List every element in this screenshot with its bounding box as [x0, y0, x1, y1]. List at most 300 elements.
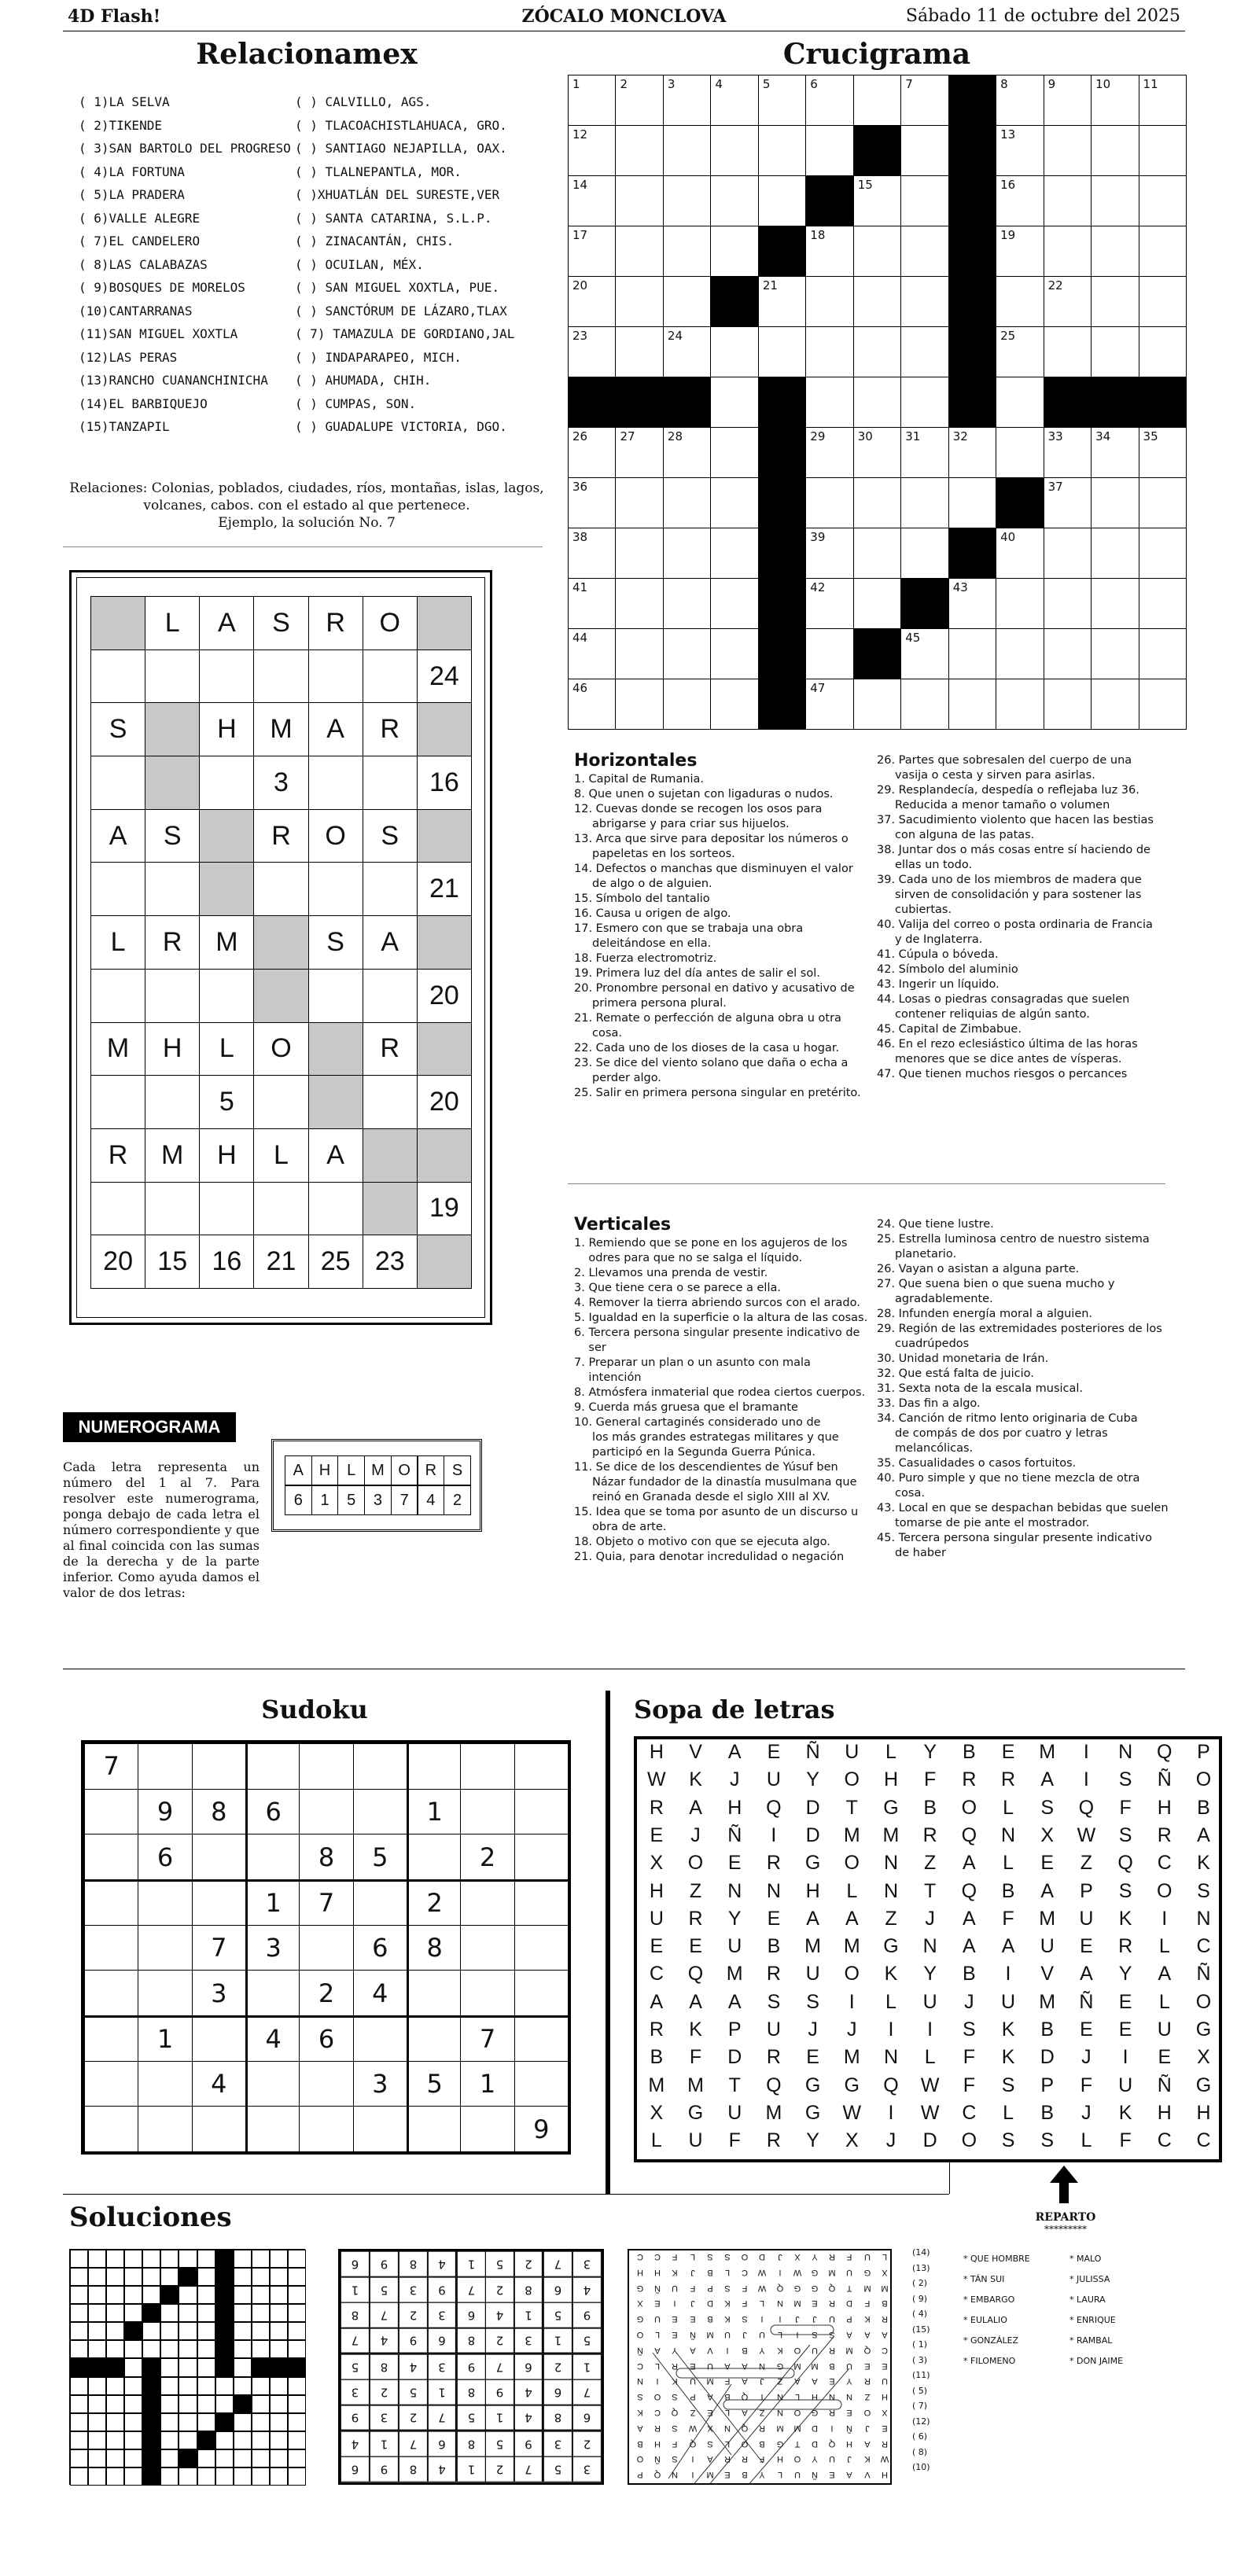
crossword-cell[interactable] — [853, 427, 901, 478]
crossword-cell[interactable] — [805, 528, 853, 579]
crossword-cell[interactable] — [710, 175, 758, 226]
sudoku-cell[interactable]: 7 — [460, 2015, 514, 2062]
crossword-cell[interactable] — [805, 628, 853, 679]
crossword-cell[interactable] — [615, 276, 663, 327]
numerograma-cell[interactable]: M — [199, 915, 254, 970]
sudoku-cell[interactable] — [514, 1925, 569, 1971]
sudoku-cell[interactable] — [299, 2106, 353, 2152]
numerograma-cell[interactable] — [90, 1182, 145, 1236]
numerograma-cell[interactable] — [145, 650, 200, 704]
numerograma-cell[interactable]: 25 — [308, 1235, 363, 1289]
numerograma-cell[interactable]: 19 — [417, 1182, 472, 1236]
crossword-cell[interactable] — [615, 125, 663, 176]
crossword-cell[interactable] — [615, 578, 663, 629]
numerograma-cell[interactable] — [90, 969, 145, 1023]
sudoku-cell[interactable]: 1 — [407, 1789, 461, 1835]
sudoku-cell[interactable]: 3 — [245, 1925, 300, 1971]
crossword-cell[interactable] — [1139, 628, 1187, 679]
crossword-cell[interactable] — [948, 578, 996, 629]
sudoku-cell[interactable]: 3 — [192, 1970, 246, 2016]
numerograma-cell[interactable] — [363, 969, 418, 1023]
crossword-cell[interactable] — [568, 477, 616, 528]
crossword-cell[interactable] — [615, 628, 663, 679]
crossword-cell[interactable] — [663, 75, 711, 126]
crossword-cell[interactable] — [568, 427, 616, 478]
crossword-cell[interactable] — [1091, 75, 1139, 126]
sudoku-cell[interactable] — [245, 1970, 300, 2016]
sudoku-cell[interactable] — [460, 1970, 514, 2016]
crossword-cell[interactable] — [1139, 75, 1187, 126]
numerograma-cell[interactable]: R — [90, 1128, 145, 1183]
sudoku-cell[interactable]: 6 — [299, 2015, 353, 2062]
numerograma-cell[interactable] — [253, 1182, 308, 1236]
crossword-cell[interactable] — [805, 125, 853, 176]
crossword-cell[interactable] — [1044, 578, 1092, 629]
sudoku-cell[interactable]: 8 — [192, 1789, 246, 1835]
sudoku-cell[interactable] — [138, 1879, 192, 1926]
crossword-cell[interactable] — [663, 477, 711, 528]
numerograma-cell[interactable] — [253, 650, 308, 704]
sudoku-cell[interactable] — [514, 1834, 569, 1880]
crossword-cell[interactable] — [853, 326, 901, 377]
numerograma-cell[interactable]: 24 — [417, 650, 472, 704]
crossword-cell[interactable] — [900, 427, 948, 478]
crossword-cell[interactable] — [758, 125, 806, 176]
numerograma-cell[interactable]: 23 — [363, 1235, 418, 1289]
numerograma-cell[interactable]: O — [308, 809, 363, 863]
crossword-cell[interactable] — [996, 326, 1044, 377]
sudoku-cell[interactable]: 4 — [192, 2061, 246, 2107]
crossword-cell[interactable] — [663, 125, 711, 176]
sudoku-cell[interactable] — [138, 2061, 192, 2107]
crossword-cell[interactable] — [805, 477, 853, 528]
crossword-cell[interactable] — [1139, 226, 1187, 277]
sudoku-cell[interactable] — [514, 1789, 569, 1835]
sudoku-cell[interactable]: 3 — [353, 2061, 407, 2107]
numerograma-cell[interactable]: 5 — [199, 1075, 254, 1129]
numerograma-cell[interactable]: A — [199, 596, 254, 650]
crossword-cell[interactable] — [710, 628, 758, 679]
crossword-cell[interactable] — [996, 75, 1044, 126]
numerograma-cell[interactable] — [363, 756, 418, 810]
sudoku-cell[interactable]: 2 — [299, 1970, 353, 2016]
crossword-cell[interactable] — [568, 326, 616, 377]
crossword-cell[interactable] — [853, 75, 901, 126]
word-search-letter: O — [961, 1796, 977, 1819]
crossword-cell[interactable] — [805, 276, 853, 327]
crossword-cell[interactable] — [900, 75, 948, 126]
crossword-cell[interactable] — [996, 125, 1044, 176]
crossword-cell[interactable] — [996, 679, 1044, 730]
crossword-cell[interactable] — [1091, 528, 1139, 579]
crossword-cell[interactable] — [710, 226, 758, 277]
numerograma-cell[interactable] — [90, 1075, 145, 1129]
sudoku-cell[interactable]: 6 — [138, 1834, 192, 1880]
numerograma-cell[interactable]: L — [199, 1022, 254, 1076]
crossword-cell[interactable] — [710, 427, 758, 478]
sudoku-cell[interactable] — [84, 1970, 138, 2016]
crossword-cell[interactable] — [568, 679, 616, 730]
sudoku-cell[interactable] — [353, 1789, 407, 1835]
crossword-cell[interactable] — [996, 276, 1044, 327]
crossword-cell[interactable] — [805, 679, 853, 730]
numerograma-cell[interactable]: R — [253, 809, 308, 863]
numerograma-cell[interactable] — [253, 1075, 308, 1129]
crossword-cell[interactable] — [1044, 679, 1092, 730]
solution-cell — [88, 2304, 106, 2322]
numerograma-cell[interactable] — [90, 862, 145, 916]
crossword-cell[interactable] — [1091, 427, 1139, 478]
crossword-cell[interactable] — [1139, 326, 1187, 377]
crossword-cell[interactable] — [948, 427, 996, 478]
sudoku-cell[interactable] — [299, 2061, 353, 2107]
crossword-cell[interactable] — [710, 125, 758, 176]
crossword-cell[interactable] — [1091, 578, 1139, 629]
sudoku-cell[interactable]: 6 — [245, 1789, 300, 1835]
crossword-cell[interactable] — [710, 477, 758, 528]
crossword-cell[interactable] — [948, 679, 996, 730]
crossword-cell[interactable] — [853, 175, 901, 226]
crossword-cell[interactable] — [615, 175, 663, 226]
crossword-cell[interactable] — [1044, 528, 1092, 579]
numerograma-cell[interactable]: R — [308, 596, 363, 650]
sudoku-cell[interactable] — [407, 2015, 461, 2062]
crossword-cell[interactable] — [1139, 477, 1187, 528]
crossword-cell[interactable] — [568, 226, 616, 277]
numerograma-cell[interactable]: H — [199, 702, 254, 756]
crossword-cell[interactable] — [1044, 175, 1092, 226]
sudoku-cell[interactable] — [460, 1925, 514, 1971]
crossword-cell[interactable] — [1091, 477, 1139, 528]
sudoku-cell[interactable]: 8 — [407, 1925, 461, 1971]
numerograma-cell[interactable]: M — [90, 1022, 145, 1076]
crossword-cell[interactable] — [900, 477, 948, 528]
sudoku-cell[interactable] — [407, 1834, 461, 1880]
sudoku-cell[interactable] — [460, 1743, 514, 1790]
numerograma-cell[interactable] — [199, 1182, 254, 1236]
crossword-cell[interactable] — [568, 628, 616, 679]
crossword-cell[interactable] — [568, 125, 616, 176]
crossword-cell[interactable] — [1044, 427, 1092, 478]
crossword-cell[interactable] — [900, 528, 948, 579]
sudoku-cell[interactable] — [84, 1834, 138, 1880]
numerograma-cell[interactable]: O — [363, 596, 418, 650]
crossword-cell[interactable] — [1044, 628, 1092, 679]
sudoku-cell[interactable] — [84, 2061, 138, 2107]
crossword-cell[interactable] — [853, 578, 901, 629]
numerograma-cell[interactable] — [363, 862, 418, 916]
numerograma-cell — [363, 1128, 418, 1183]
numerograma-cell[interactable] — [308, 650, 363, 704]
crossword-cell[interactable] — [710, 377, 758, 428]
sudoku-cell[interactable] — [299, 1743, 353, 1790]
numerograma-cell[interactable] — [145, 1075, 200, 1129]
numerograma-cell[interactable]: 16 — [199, 1235, 254, 1289]
crossword-cell[interactable] — [1091, 679, 1139, 730]
numerograma-cell[interactable]: R — [145, 915, 200, 970]
sudoku-cell[interactable]: 2 — [460, 1834, 514, 1880]
sudoku-cell[interactable] — [353, 1743, 407, 1790]
crossword-cell[interactable] — [996, 377, 1044, 428]
sudoku-cell[interactable] — [192, 1834, 246, 1880]
sudoku-cell[interactable]: 7 — [299, 1879, 353, 1926]
numerograma-cell[interactable]: O — [253, 1022, 308, 1076]
crossword-cell[interactable] — [1091, 276, 1139, 327]
crossword-cell[interactable] — [758, 276, 806, 327]
sudoku-cell[interactable] — [514, 1970, 569, 2016]
crossword-cell[interactable] — [615, 326, 663, 377]
sudoku-cell[interactable]: 1 — [460, 2061, 514, 2107]
numerograma-cell[interactable]: S — [253, 596, 308, 650]
crossword-cell[interactable] — [900, 175, 948, 226]
sudoku-cell[interactable] — [407, 2106, 461, 2152]
sudoku-cell[interactable] — [245, 1834, 300, 1880]
crossword-cell[interactable] — [900, 628, 948, 679]
crossword-cell[interactable] — [1044, 75, 1092, 126]
crossword-cell[interactable] — [710, 578, 758, 629]
numerograma-cell[interactable]: 20 — [417, 1075, 472, 1129]
numerograma-cell[interactable] — [199, 650, 254, 704]
crossword-cell[interactable] — [1091, 125, 1139, 176]
crossword-cell[interactable] — [615, 75, 663, 126]
sudoku-cell[interactable] — [299, 1789, 353, 1835]
numerograma-cell[interactable] — [308, 969, 363, 1023]
crossword-cell[interactable] — [1139, 125, 1187, 176]
numerograma-cell[interactable] — [363, 1075, 418, 1129]
numerograma-cell[interactable]: H — [199, 1128, 254, 1183]
sudoku-cell[interactable] — [407, 1743, 461, 1790]
sudoku-cell[interactable] — [138, 2106, 192, 2152]
sudoku-cell[interactable] — [245, 1743, 300, 1790]
numerograma-cell[interactable]: M — [253, 702, 308, 756]
numerograma-cell[interactable]: L — [145, 596, 200, 650]
numerograma-cell[interactable]: R — [363, 1022, 418, 1076]
sudoku-cell[interactable] — [192, 2015, 246, 2062]
sudoku-cell[interactable]: 8 — [299, 1834, 353, 1880]
sudoku-cell[interactable] — [514, 2061, 569, 2107]
numerograma-cell[interactable]: A — [363, 915, 418, 970]
crossword-cell[interactable] — [853, 679, 901, 730]
numerograma-cell[interactable] — [145, 862, 200, 916]
crossword-cell[interactable] — [663, 175, 711, 226]
numerograma-cell[interactable] — [308, 1182, 363, 1236]
crossword-cell[interactable] — [996, 578, 1044, 629]
numerograma-cell[interactable] — [308, 862, 363, 916]
numerograma-cell[interactable] — [90, 756, 145, 810]
crossword-cell[interactable] — [900, 326, 948, 377]
sudoku-cell[interactable]: 2 — [407, 1879, 461, 1926]
numerograma-cell[interactable]: S — [145, 809, 200, 863]
crossword-cell[interactable] — [853, 528, 901, 579]
numerograma-cell[interactable]: 15 — [145, 1235, 200, 1289]
crossword-cell[interactable] — [900, 125, 948, 176]
crossword-cell[interactable] — [663, 276, 711, 327]
crossword-cell[interactable] — [1091, 628, 1139, 679]
crossword-cell[interactable] — [1044, 477, 1092, 528]
numerograma-cell[interactable] — [90, 650, 145, 704]
numerograma-cell[interactable]: 20 — [417, 969, 472, 1023]
sudoku-cell[interactable] — [353, 1879, 407, 1926]
sudoku-cell[interactable] — [138, 1970, 192, 2016]
sudoku-cell[interactable] — [138, 1743, 192, 1790]
sudoku-cell[interactable] — [245, 2061, 300, 2107]
crossword-cell[interactable] — [710, 75, 758, 126]
crossword-cell[interactable] — [568, 276, 616, 327]
sudoku-cell[interactable]: 1 — [138, 2015, 192, 2062]
sudoku-cell[interactable] — [84, 1925, 138, 1971]
crossword-cell[interactable] — [1091, 326, 1139, 377]
crossword-cell[interactable] — [1139, 528, 1187, 579]
numerograma-cell[interactable]: S — [308, 915, 363, 970]
numerograma-cell[interactable]: L — [253, 1128, 308, 1183]
numerograma-cell[interactable]: 20 — [90, 1235, 145, 1289]
crossword-cell[interactable] — [996, 226, 1044, 277]
sudoku-cell[interactable] — [192, 1879, 246, 1926]
sudoku-cell[interactable] — [192, 1743, 246, 1790]
sudoku-cell[interactable]: 9 — [514, 2106, 569, 2152]
crossword-cell[interactable] — [758, 175, 806, 226]
crossword-cell[interactable] — [568, 528, 616, 579]
crossword-cell[interactable] — [853, 477, 901, 528]
sudoku-cell[interactable] — [353, 2106, 407, 2152]
sudoku-cell[interactable] — [353, 2015, 407, 2062]
sudoku-cell[interactable] — [84, 2015, 138, 2062]
crossword-cell[interactable] — [853, 377, 901, 428]
crossword-cell[interactable] — [1139, 427, 1187, 478]
sudoku-cell[interactable] — [84, 2106, 138, 2152]
crossword-cell[interactable] — [568, 175, 616, 226]
crossword-cell[interactable] — [663, 226, 711, 277]
numerograma-cell[interactable] — [145, 1182, 200, 1236]
crossword-cell[interactable] — [805, 578, 853, 629]
crossword-cell[interactable] — [615, 528, 663, 579]
sudoku-cell[interactable]: 7 — [192, 1925, 246, 1971]
crossword-cell[interactable] — [1139, 679, 1187, 730]
crossword-cell[interactable] — [996, 628, 1044, 679]
crossword-cell[interactable] — [615, 226, 663, 277]
sudoku-cell[interactable] — [514, 2015, 569, 2062]
numerograma-cell[interactable]: 3 — [253, 756, 308, 810]
crossword-cell[interactable] — [663, 326, 711, 377]
crossword-cell[interactable] — [710, 679, 758, 730]
sudoku-cell[interactable] — [460, 2106, 514, 2152]
clue-number: 6 — [810, 77, 818, 91]
crossword-cell[interactable] — [996, 427, 1044, 478]
numerograma-cell[interactable]: H — [145, 1022, 200, 1076]
numerograma-cell[interactable]: 16 — [417, 756, 472, 810]
crossword-cell[interactable] — [948, 477, 996, 528]
crossword-cell[interactable] — [615, 427, 663, 478]
numerograma-cell[interactable] — [145, 969, 200, 1023]
numerograma-cell[interactable]: S — [90, 702, 145, 756]
crossword-cell[interactable] — [900, 679, 948, 730]
crossword-cell[interactable] — [805, 326, 853, 377]
sudoku-cell[interactable]: 9 — [138, 1789, 192, 1835]
numerograma-cell[interactable] — [199, 756, 254, 810]
sudoku-cell[interactable] — [192, 2106, 246, 2152]
numerograma-cell[interactable]: M — [145, 1128, 200, 1183]
crossword-cell[interactable] — [1091, 175, 1139, 226]
crossword-cell[interactable] — [758, 75, 806, 126]
sudoku-cell[interactable]: 4 — [245, 2015, 300, 2062]
crossword-cell[interactable] — [663, 628, 711, 679]
crossword-cell[interactable] — [1139, 276, 1187, 327]
sudoku-cell[interactable] — [299, 1925, 353, 1971]
crossword-cell[interactable] — [663, 427, 711, 478]
numerograma-cell[interactable]: A — [308, 1128, 363, 1183]
numerograma-cell[interactable]: S — [363, 809, 418, 863]
sudoku-cell[interactable] — [84, 1879, 138, 1926]
crossword-cell[interactable] — [996, 175, 1044, 226]
sudoku-cell[interactable]: 5 — [353, 1834, 407, 1880]
crossword-cell[interactable] — [710, 528, 758, 579]
sudoku-cell[interactable] — [460, 1879, 514, 1926]
sudoku-cell[interactable] — [460, 1789, 514, 1835]
crossword-cell[interactable] — [663, 679, 711, 730]
numerograma-cell[interactable] — [253, 862, 308, 916]
numerograma-cell[interactable]: 21 — [417, 862, 472, 916]
crossword-cell[interactable] — [1091, 226, 1139, 277]
sudoku-cell[interactable] — [407, 1970, 461, 2016]
crossword-cell[interactable] — [1139, 578, 1187, 629]
crossword-cell[interactable] — [1139, 175, 1187, 226]
crossword-cell[interactable] — [805, 226, 853, 277]
crossword-cell[interactable] — [853, 276, 901, 327]
crossword-cell[interactable] — [710, 326, 758, 377]
sudoku-cell[interactable] — [138, 1925, 192, 1971]
crossword-cell[interactable] — [805, 427, 853, 478]
numerograma-cell[interactable]: A — [90, 809, 145, 863]
crossword-cell[interactable] — [996, 528, 1044, 579]
sudoku-cell[interactable] — [245, 2106, 300, 2152]
crossword-cell[interactable] — [948, 628, 996, 679]
numerograma-cell[interactable] — [199, 969, 254, 1023]
sudoku-cell[interactable] — [514, 1879, 569, 1926]
sudoku-cell[interactable]: 7 — [84, 1743, 138, 1790]
numerograma-cell[interactable]: R — [363, 702, 418, 756]
numerograma-cell[interactable]: L — [90, 915, 145, 970]
crossword-cell[interactable] — [758, 326, 806, 377]
numerograma-cell[interactable]: A — [308, 702, 363, 756]
sudoku-cell[interactable]: 4 — [353, 1970, 407, 2016]
crossword-cell[interactable] — [1044, 276, 1092, 327]
numerograma-cell[interactable] — [308, 756, 363, 810]
sudoku-cell[interactable] — [514, 1743, 569, 1790]
crossword-cell[interactable] — [568, 75, 616, 126]
crossword-cell[interactable] — [853, 226, 901, 277]
crossword-cell[interactable] — [1044, 125, 1092, 176]
crossword-cell[interactable] — [663, 578, 711, 629]
clue-line: 4. Remover la tierra abriendo surcos con el arado. — [574, 1297, 860, 1309]
crossword-cell[interactable] — [615, 477, 663, 528]
crossword-cell[interactable] — [900, 276, 948, 327]
crossword-cell[interactable] — [1044, 226, 1092, 277]
crossword-cell[interactable] — [900, 226, 948, 277]
sudoku-cell[interactable]: 1 — [245, 1879, 300, 1926]
numerograma-cell[interactable] — [363, 650, 418, 704]
crossword-cell[interactable] — [568, 578, 616, 629]
sudoku-cell[interactable] — [84, 1789, 138, 1835]
crossword-cell[interactable] — [805, 377, 853, 428]
sudoku-cell[interactable]: 5 — [407, 2061, 461, 2107]
crossword-cell[interactable] — [615, 679, 663, 730]
crossword-cell[interactable] — [663, 528, 711, 579]
numerograma-cell[interactable]: 21 — [253, 1235, 308, 1289]
crossword-cell[interactable] — [805, 75, 853, 126]
sudoku-cell[interactable]: 6 — [353, 1925, 407, 1971]
crossword-cell[interactable] — [900, 377, 948, 428]
crossword-cell[interactable] — [1044, 326, 1092, 377]
